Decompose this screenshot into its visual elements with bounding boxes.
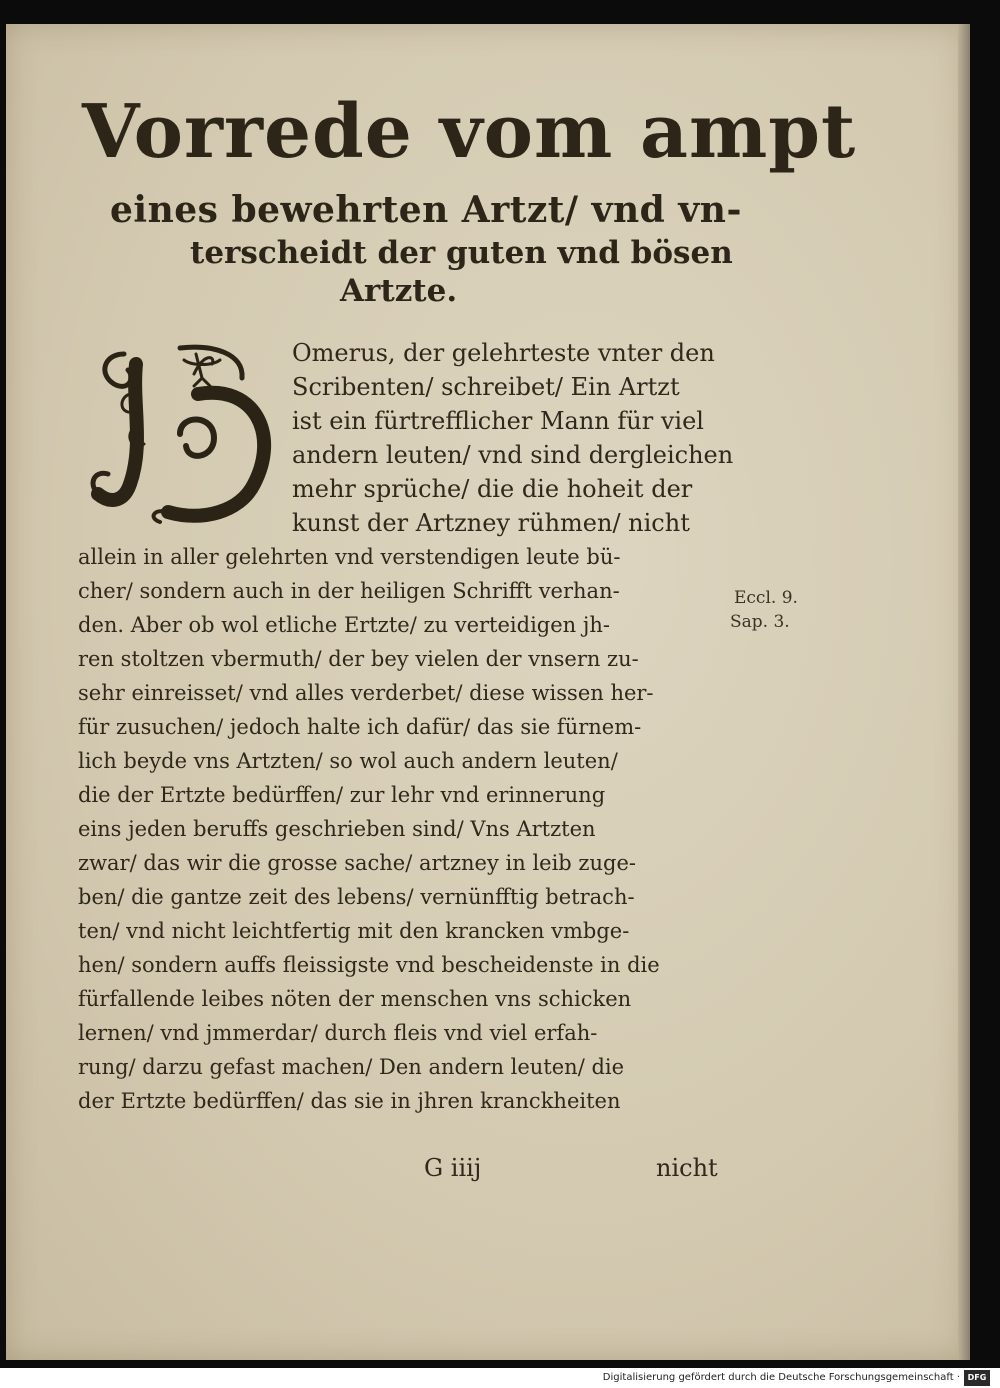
text-line: mehr sprüche/ die die hoheit der [292, 475, 693, 503]
text-line: allein in aller gelehrten vnd verstendigen leute bü- [78, 545, 621, 569]
text-line: hen/ sondern auffs fleissigste vnd bescheidenste in die [78, 953, 660, 977]
marginal-note: Sap. 3. [730, 612, 790, 632]
text-line: zwar/ das wir die grosse sache/ artzney in leib zuge- [78, 851, 636, 875]
signature-mark: G iiij [424, 1154, 482, 1182]
catchword: nicht [656, 1154, 718, 1182]
text-line: ben/ die gantze zeit des lebens/ vernünfftig betrach- [78, 885, 635, 909]
text-line: lich beyde vns Artzten/ so wol auch andern leuten/ [78, 749, 618, 773]
heading-line-3: terscheidt der guten vnd bösen [190, 235, 733, 271]
dfg-logo: DFG [964, 1370, 990, 1386]
text-line: rung/ darzu gefast machen/ Den andern leuten/ die [78, 1055, 625, 1079]
heading-line-2: eines bewehrten Artzt/ vnd vn- [110, 189, 742, 231]
text-line: Omerus, der gelehrteste vnter den [292, 339, 715, 367]
text-line: Scribenten/ schreibet/ Ein Artzt [292, 373, 680, 401]
text-line: eins jeden beruffs geschrieben sind/ Vns Artzten [78, 817, 596, 841]
text-line: lernen/ vnd jmmerdar/ durch fleis vnd viel erfah- [78, 1021, 598, 1045]
text-line: fürfallende leibes nöten der menschen vns schicken [78, 987, 632, 1011]
text-line: andern leuten/ vnd sind dergleichen [292, 441, 734, 469]
text-line: sehr einreisset/ vnd alles verderbet/ diese wissen her- [78, 681, 654, 705]
text-line: ren stoltzen vbermuth/ der bey vielen der vnsern zu- [78, 647, 639, 671]
text-line: für zusuchen/ jedoch halte ich dafür/ das sie fürnem- [78, 715, 642, 739]
text-line: den. Aber ob wol etliche Ertzte/ zu verteidigen jh- [78, 613, 610, 637]
text-line: kunst der Artzney rühmen/ nicht [292, 509, 690, 537]
heading-line-4: Artzte. [340, 273, 458, 309]
digitization-credit: Digitalisierung gefördert durch die Deutsche Forschungsgemeinschaft · [602, 1372, 960, 1383]
text-line: die der Ertzte bedürffen/ zur lehr vnd erinnerung [78, 783, 606, 807]
decorated-initial-h-icon [84, 334, 280, 530]
text-line: ten/ vnd nicht leichtfertig mit den krancken vmbge- [78, 919, 630, 943]
text-line: der Ertzte bedürffen/ das sie in jhren kranckheiten [78, 1089, 621, 1113]
page-edge [958, 24, 970, 1360]
marginal-note: Eccl. 9. [734, 588, 798, 608]
text-line: ist ein fürtrefflicher Mann für viel [292, 407, 704, 435]
text-line: cher/ sondern auch in der heiligen Schrifft verhan- [78, 579, 620, 603]
heading-line-1: Vorrede vom ampt [82, 89, 857, 175]
